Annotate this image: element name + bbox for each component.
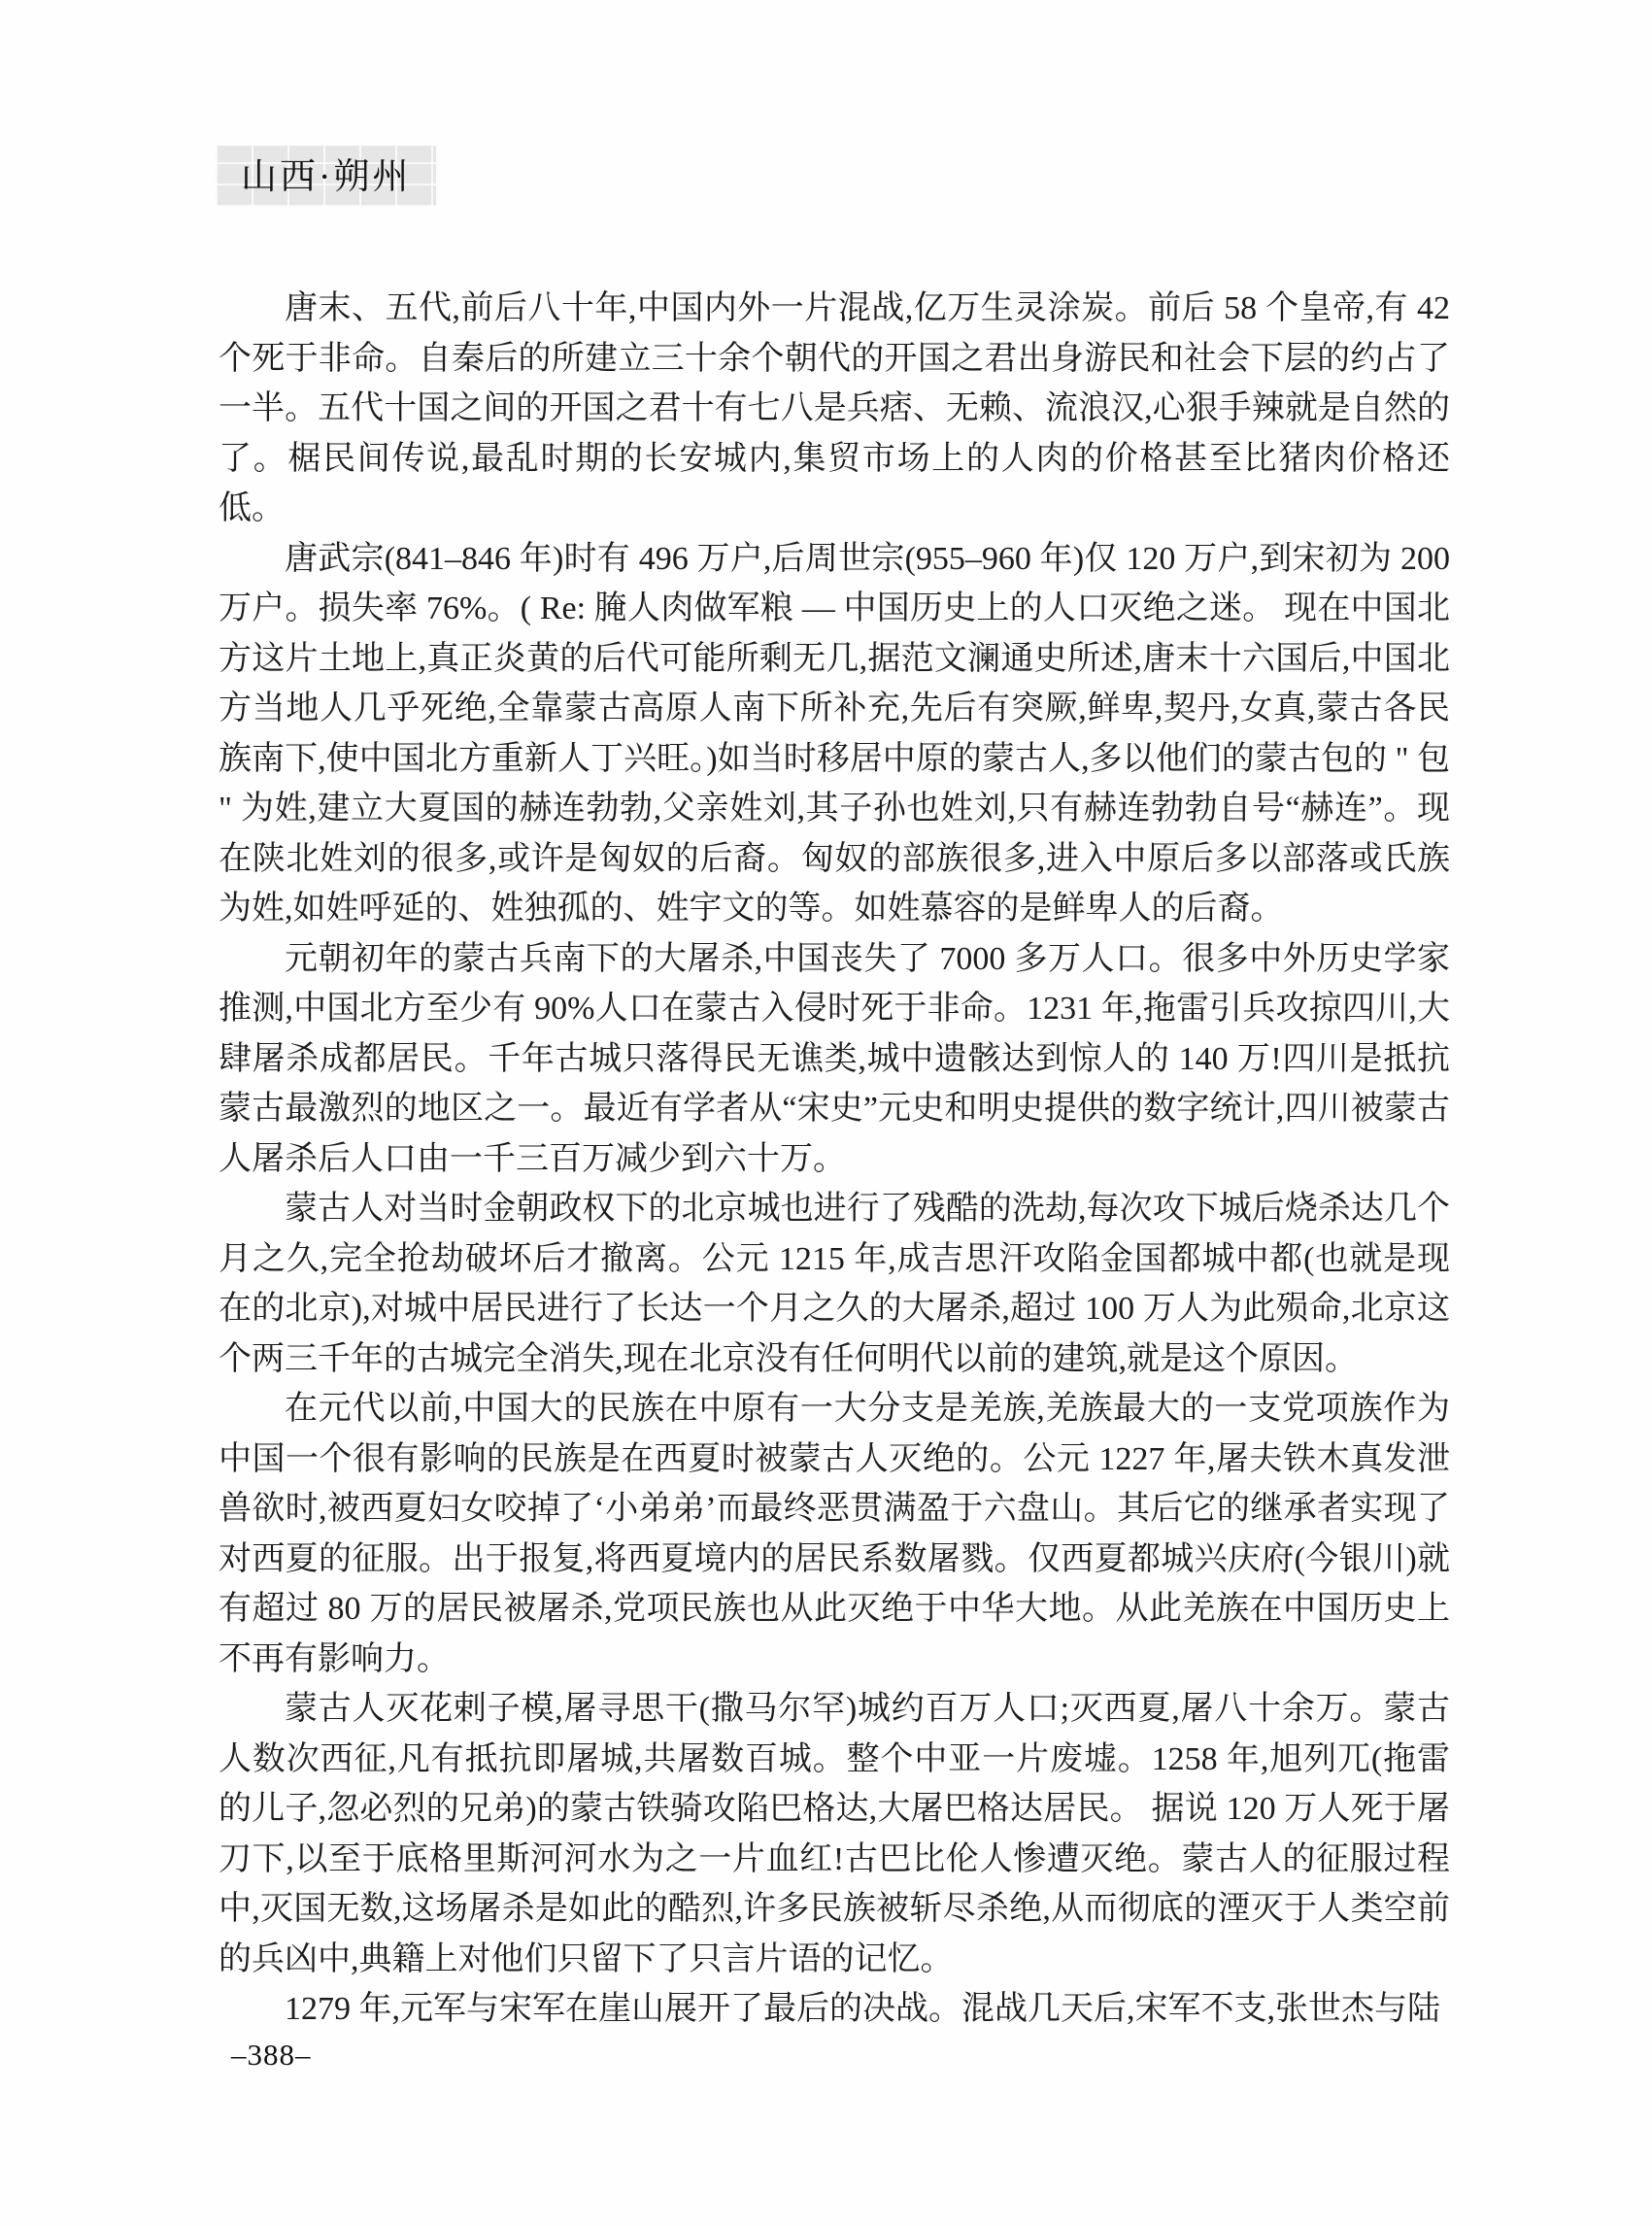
article [219,284,1450,2035]
header-region-badge [216,146,436,207]
paragraph: 蒙古人对当时金朝政权下的北京城也进行了残酷的洗劫,每次攻下城后烧杀达几个月之久,完全抢劫破坏后才撤离。公元 1215 年,成吉思汗攻陷金国都城中都(也就是现在的北京),对城中居民进行了长达一个月之久的大屠杀,超过 100 万人为此殒命,北京这个两三千年的古城完全消失,现在北京没有任何明代以前的建筑,就是这个原因。 [219,1191,1450,1377]
paragraph: 在元代以前,中国大的民族在中原有一大分支是羌族,羌族最大的一支党项族作为中国一个很有影响的民族是在西夏时被蒙古人灭绝的。公元 1227 年,屠夫铁木真发泄兽欲时,被西夏妇女咬掉了‘小弟弟’而最终恶贯满盈于六盘山。其后它的继承者实现了对西夏的征服。出于报复,将西夏境内的居民系数屠戮。仅西夏都城兴庆府(今银川)就有超过 80 万的居民被屠杀,党项民族也从此灭绝于中华大地。从此羌族在中国历史上不再有影响力。 [219,1391,1450,1677]
paragraph: 蒙古人灭花剌子模,屠寻思干(撒马尔罕)城约百万人口;灭西夏,屠八十余万。蒙古人数次西征,凡有抵抗即屠城,共屠数百城。整个中亚一片废墟。1258 年,旭列兀(拖雷的儿子,忽必烈的兄弟)的蒙古铁骑攻陷巴格达,大屠巴格达居民。 据说 120 万人死于屠刀下,以至于底格里斯河河水为之一片血红!古巴比伦人惨遭灭绝。蒙古人的征服过程中,灭国无数,这场屠杀是如此的酷烈,许多民族被斩尽杀绝,从而彻底的湮灭于人类空前的兵凶中,典籍上对他们只留下了只言片语的记忆。 [219,1691,1450,1977]
page-number: –388– [231,2038,312,2072]
paragraph: 1279 年,元军与宋军在崖山展开了最后的决战。混战几天后,宋军不支,张世杰与陆 [285,1991,1440,2027]
header-region-label: 山西·朔州 [241,157,412,197]
paragraph: 唐武宗(841–846 年)时有 496 万户,后周世宗(955–960 年)仅 120 万户,到宋初为 200 万户。损失率 76%。( Re: 腌人肉做军粮 –– 中国历史上的人口灭绝之迷。 现在中国北方这片土地上,真正炎黄的后代可能所剩无几,据范文澜通史所述,唐末十六国后,中国北方当地人几乎死绝,全靠蒙古高原人南下所补充,先后有突厥,鲜卑,契丹,女真,蒙古各民族南下,使中国北方重新人丁兴旺。)如当时移居中原的蒙古人,多以他们的蒙古包的 " 包 " 为姓,建立大夏国的赫连勃勃,父亲姓刘,其子孙也姓刘,只有赫连勃勃自号“赫连”。现在陕北姓刘的很多,或许是匈奴的后裔。匈奴的部族很多,进入中原后多以部落或氏族为姓,如姓呼延的、姓独孤的、姓宇文的等。如姓慕容的是鲜卑人的后裔。 [219,540,1450,927]
paragraph: 唐末、五代,前后八十年,中国内外一片混战,亿万生灵涂炭。前后 58 个皇帝,有 42 个死于非命。自秦后的所建立三十余个朝代的开国之君出身游民和社会下层的约占了一半。五代十国之间的开国之君十有七八是兵痞、无赖、流浪汉,心狠手辣就是自然的了。椐民间传说,最乱时期的长安城内,集贸市场上的人肉的价格甚至比猪肉价格还低。 [219,290,1450,526]
paragraph: 元朝初年的蒙古兵南下的大屠杀,中国丧失了 7000 多万人口。很多中外历史学家推测,中国北方至少有 90%人口在蒙古入侵时死于非命。1231 年,拖雷引兵攻掠四川,大肆屠杀成都居民。千年古城只落得民无谯类,城中遗骸达到惊人的 140 万!四川是抵抗蒙古最激烈的地区之一。最近有学者从“宋史”元史和明史提供的数字统计,四川被蒙古人屠杀后人口由一千三百万减少到六十万。 [219,940,1450,1177]
